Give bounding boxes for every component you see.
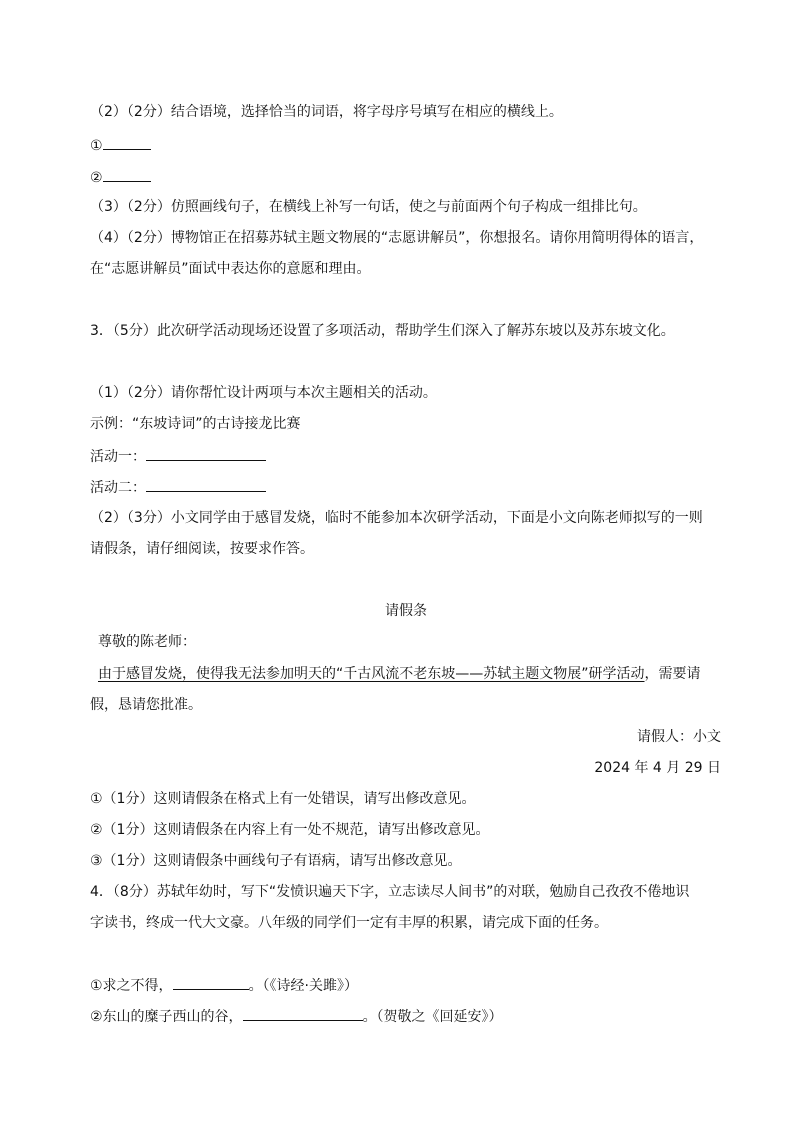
poem-fill-1-prefix: ①求之不得， xyxy=(90,978,173,994)
leave-note-body-line1 xyxy=(98,664,701,684)
answer-blank-2[interactable] xyxy=(103,167,151,182)
activity-1-line xyxy=(90,446,266,467)
question-2-sub4-line1: （4）（2分）博物馆正在招募苏轼主题文物展的“志愿讲解员”，你想报名。请你用简明得体的语言， xyxy=(90,230,704,246)
leave-note-title: 请假条 xyxy=(385,603,427,619)
poem-fill-1-blank[interactable] xyxy=(173,975,249,990)
leave-note-body-rest: ，需要请 xyxy=(644,666,701,682)
leave-note-signature: 请假人：小文 xyxy=(637,729,721,745)
answer-line-1 xyxy=(90,135,151,156)
leave-note-underlined-sentence: 由于感冒发烧，使得我无法参加明天的“千古风流不老东坡——苏轼主题文物展”研学活动 xyxy=(98,666,645,682)
leave-note-salutation: 尊敬的陈老师： xyxy=(98,634,196,650)
answer-line-2 xyxy=(90,167,151,188)
question-4-stem-line2: 字读书，终成一代大文豪。八年级的同学们一定有丰厚的积累，请完成下面的任务。 xyxy=(90,915,608,931)
poem-fill-2-prefix: ②东山的糜子西山的谷， xyxy=(90,1009,243,1025)
poem-fill-2-blank[interactable] xyxy=(243,1006,363,1021)
activity-2-label: 活动二： xyxy=(90,480,146,496)
question-2-sub4-line2: 在“志愿讲解员”面试中表达你的意愿和理由。 xyxy=(90,261,371,277)
question-2-sub2: （2）（2分）结合语境，选择恰当的词语，将字母序号填写在相应的横线上。 xyxy=(90,104,563,120)
question-3-sub2-line1: （2）（3分）小文同学由于感冒发烧，临时不能参加本次研学活动，下面是小文向陈老师拟写的一则 xyxy=(90,510,703,526)
question-3-example: 示例：“东坡诗词”的古诗接龙比赛 xyxy=(90,416,301,432)
activity-1-blank[interactable] xyxy=(146,446,266,461)
answer-line-1-label: ① xyxy=(90,138,103,154)
poem-fill-2-suffix: 。（贺敬之《回延安》） xyxy=(362,1009,503,1025)
question-4-stem-line1: 4．（8分）苏轼年幼时，写下“发愤识遍天下字，立志读尽人间书”的对联，勉励自己孜孜不倦地识 xyxy=(90,884,690,900)
question-3-sub2-line2: 请假条，请仔细阅读，按要求作答。 xyxy=(90,541,314,557)
activity-2-blank[interactable] xyxy=(146,477,266,492)
question-3-sub1: （1）（2分）请你帮忙设计两项与本次主题相关的活动。 xyxy=(90,385,437,401)
poem-fill-2 xyxy=(90,1006,503,1027)
question-2-sub3: （3）（2分）仿照画线句子，在横线上补写一句话，使之与前面两个句子构成一组排比句。 xyxy=(90,199,647,215)
question-3-stem: 3．（5分）此次研学活动现场还设置了多项活动，帮助学生们深入了解苏东坡以及苏东坡文化。 xyxy=(90,323,675,339)
answer-line-2-label: ② xyxy=(90,170,103,186)
activity-2-line xyxy=(90,477,266,498)
question-3-item-2: ②（1分）这则请假条在内容上有一处不规范，请写出修改意见。 xyxy=(90,822,490,838)
leave-note-body-line2: 假，恳请您批准。 xyxy=(90,697,202,713)
poem-fill-1-suffix: 。（《诗经·关雎》） xyxy=(248,978,359,994)
answer-blank-1[interactable] xyxy=(103,135,151,150)
activity-1-label: 活动一： xyxy=(90,449,146,465)
leave-note-date: 2024 年 4 月 29 日 xyxy=(594,760,721,776)
question-3-item-1: ①（1分）这则请假条在格式上有一处错误，请写出修改意见。 xyxy=(90,791,476,807)
poem-fill-1 xyxy=(90,975,358,996)
question-3-item-3: ③（1分）这则请假条中画线句子有语病，请写出修改意见。 xyxy=(90,853,462,869)
